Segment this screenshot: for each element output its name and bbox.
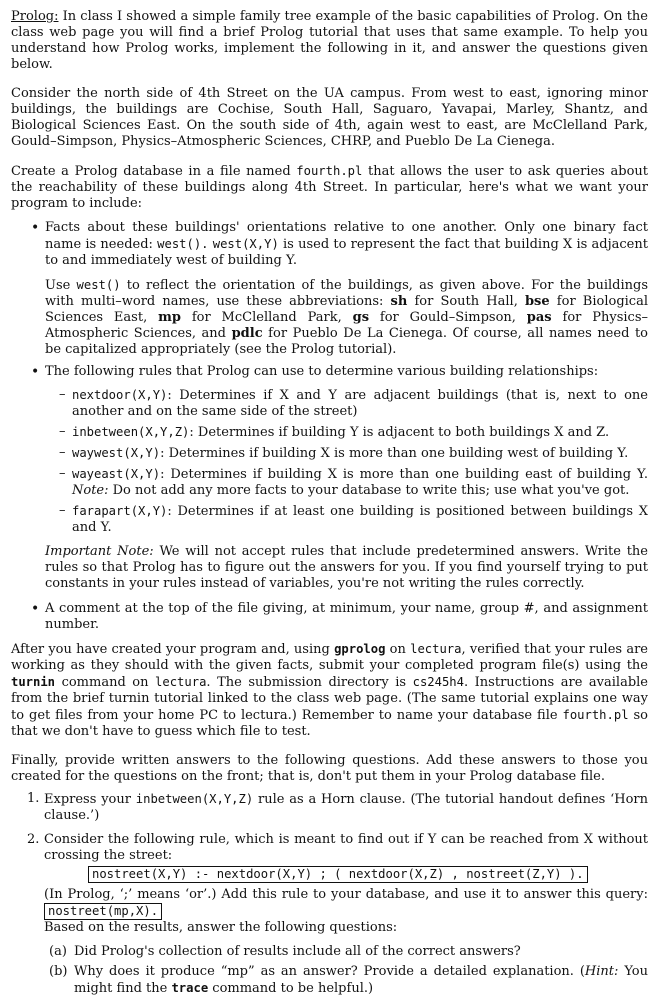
question-1-number: 1. [27, 791, 40, 806]
question-2a: (a) Did Prolog's collection of results include all of the correct answers? [49, 944, 521, 959]
question-2-number: 2. [27, 832, 40, 847]
question-2b: (b) Why does it produce “mp” as an answer? Provide a detailed explanation. (Hint: You might find the trace command to be helpful.) [49, 964, 648, 996]
intro-lead: Prolog: [11, 9, 59, 24]
important-note: Important Note: We will not accept rules that include predetermined answers. Write the rules so that Prolog has to figure out the answers for you. If you find yourself trying to put constants in your rules instead of variables, you're not writing the rules correctly. [45, 544, 648, 591]
requirement-comment: • A comment at the top of the file giving, at minimum, your name, group #, and assignment number. [11, 601, 648, 633]
assignment-document [11, 9, 648, 1003]
rule-wayeast: – wayeast(X,Y): Determines if building X is more than one building east of building Y. Note: Do not add any more facts to your database to write this; use what you've got. [11, 466, 648, 499]
nostreet-rule-box: nostreet(X,Y) :- nextdoor(X,Y) ; ( nextdoor(X,Z) , nostreet(Z,Y) ). [88, 866, 588, 883]
create-database-paragraph: Create a Prolog database in a file named fourth.pl that allows the user to ask queries about the reachability of these buildings along 4th Street. In particular, here's what we want your program to include: [11, 164, 648, 211]
requirements-list [11, 220, 648, 380]
filename: fourth.pl [296, 164, 363, 178]
subquestions-list [44, 944, 648, 997]
question-1: 1. Express your inbetween(X,Y,Z) rule as a Horn clause. (The tutorial handout defines ‘Horn clause.’) [27, 791, 648, 823]
finally-paragraph: Finally, provide written answers to the following questions. Add these answers to those you created for the questions on the front; that is, don't put them in your Prolog database file. [11, 753, 648, 784]
requirement-facts: • Facts about these buildings' orientations relative to one another. Only one binary fact name is needed: west(). west(X,Y) is used to represent the fact that building X is adjacent to and immediately west of building Y. Use west() to reflect the orientation of the buildings, as given above. For the buildings with multi–word names, use these abbreviations: sh for South Hall, bse for Biological Sciences East, mp for McClelland Park, gs for Gould–Simpson, pas for Physics–Atmospheric Sciences, and pdlc for Pueblo De La Cienega. Of course, all names need to be capitalized appropriately (see the Prolog tutorial). [11, 220, 648, 358]
rule-inbetween: – inbetween(X,Y,Z): Determines if building Y is adjacent to both buildings X and Z. [11, 424, 648, 441]
query-box: nostreet(mp,X). [44, 903, 162, 920]
rule-farapart: – farapart(X,Y): Determines if at least one building is positioned between buildings X and Y. [11, 503, 648, 536]
rules-list [11, 387, 648, 536]
rule-waywest: – waywest(X,Y): Determines if building X is more than one building west of building Y. [11, 445, 648, 462]
buildings-paragraph: Consider the north side of 4th Street on the UA campus. From west to east, ignoring minor buildings, the buildings are Cochise, South Hall, Saguaro, Yavapai, Marley, Shantz, and Biological Sciences East. On the south side of 4th, again west to east, are McClelland Park, Gould–Simpson, Physics–Atmospheric Sciences, CHRP, and Pueblo De La Cienega. [11, 86, 648, 149]
questions-list [11, 791, 648, 997]
submission-paragraph: After you have created your program and, using gprolog on lectura, verified that your rules are working as they should with the given facts, submit your completed program file(s) using the turnin command on lectura. The submission directory is cs245h4. Instructions are available from the brief turnin tutorial linked to the class web page. (The same tutorial explains one way to get files from your home PC to lectura.) Remember to name your database file fourth.pl so that we don't have to guess which file to test. [11, 642, 649, 739]
abbreviations-paragraph: Use west() to reflect the orientation of the buildings, as given above. For the buildings with multi–word names, use these abbreviations: sh for South Hall, bse for Biological Sciences East, mp for McClelland Park, gs for Gould–Simpson, pas for Physics–Atmospheric Sciences, and pdlc for Pueblo De La Cienega. Of course, all names need to be capitalized appropriately (see the Prolog tutorial). [45, 278, 649, 357]
rule-nextdoor: – nextdoor(X,Y): Determines if X and Y are adjacent buildings (that is, next to one another and on the same side of the street) [11, 387, 648, 420]
question-2: 2. Consider the following rule, which is meant to find out if Y can be reached from X without crossing the street: nostreet(X,Y) :- nextdoor(X,Y) ; ( nextdoor(X,Z) , nostreet(Z,Y) ). (In Prolog, ‘;’ means ‘or’.) Add this rule to your database, and use it to answer this query: nostreet(mp,X). Based on the results, answer the following questions: (a) Did Prolog's collection of results include all of the correct answers? (b) Why does it produce “mp” as an answer? Provide a detailed explanation. (Hint: You might find the trace command to be helpful.) [27, 832, 648, 996]
intro-paragraph: Prolog: In class I showed a simple family tree example of the basic capabilities of Prolog. On the class web page you will find a brief Prolog tutorial that uses that same example. To help you understand how Prolog works, implement the following in it, and answer the questions given below. [11, 9, 648, 72]
requirement-rules: • The following rules that Prolog can use to determine various building relationships: [11, 364, 648, 380]
